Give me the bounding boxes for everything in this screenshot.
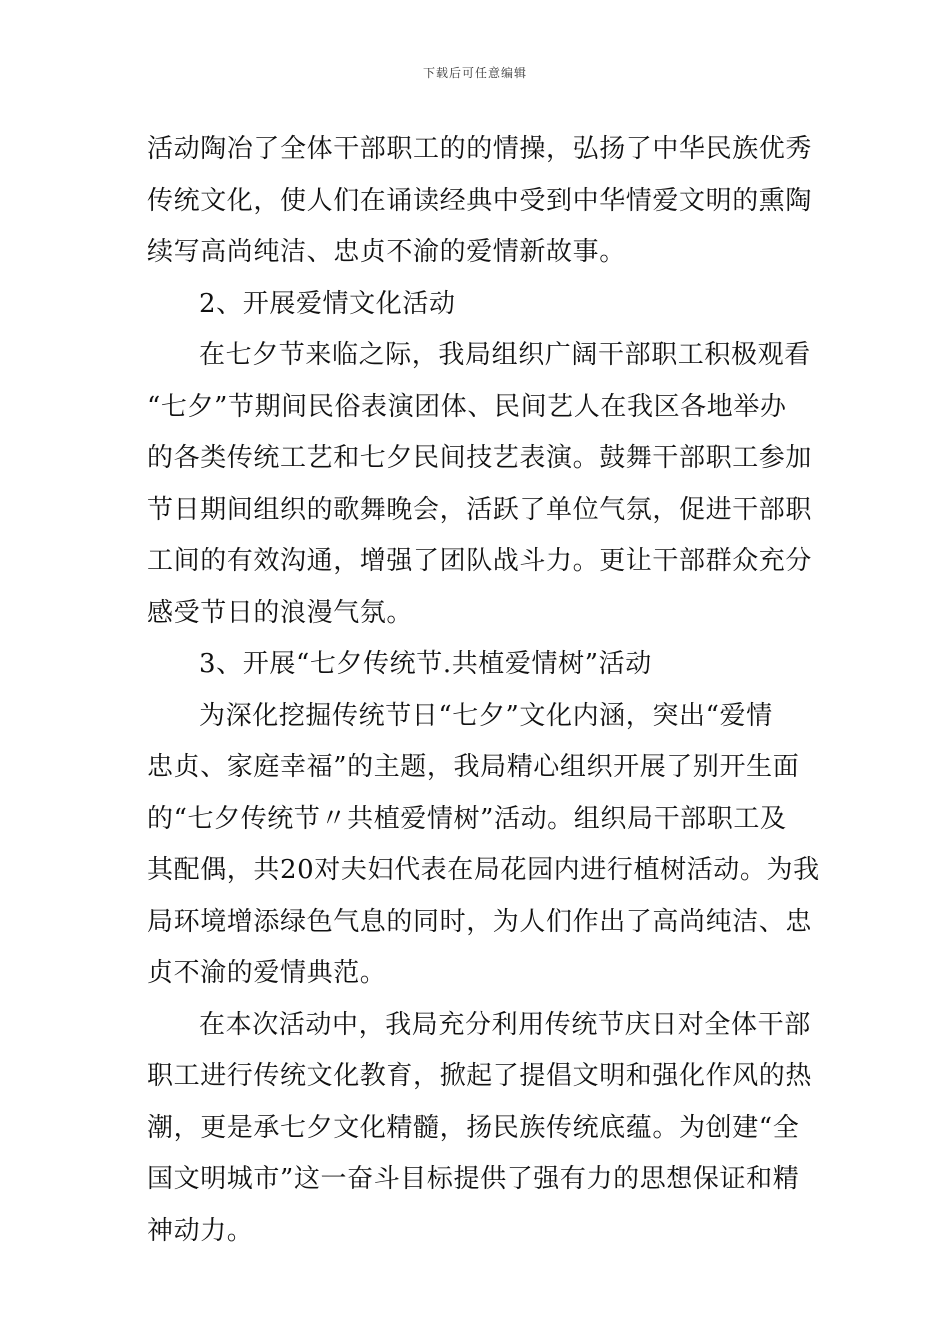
body-line: 节日期间组织的歌舞晚会，活跃了单位气氛，促进干部职 — [147, 494, 813, 525]
body-line: 为深化挖掘传统节日“七夕”文化内涵，突出“爱情 — [199, 700, 773, 731]
body-line: 在七夕节来临之际，我局组织广阔干部职工积极观看 — [199, 340, 811, 370]
header-note: 下载后可任意编辑 — [422, 66, 527, 80]
body-line: 忠贞、家庭幸福”的主题，我局精心组织开展了别开生面 — [147, 752, 800, 782]
body-line: 的各类传统工艺和七夕民间技艺表演。鼓舞干部职工参加 — [147, 443, 813, 473]
document-body — [147, 124, 820, 1257]
body-line: 的“七夕传统节〃共植爱情树”活动。组织局干部职工及 — [147, 803, 787, 834]
section-heading: 2、开展爱情文化活动 — [199, 288, 456, 319]
section-heading: 3、开展“七夕传统节.共植爱情树”活动 — [199, 649, 652, 679]
body-line: 感受节日的浪漫气氛。 — [147, 597, 414, 628]
body-line: 传统文化，使人们在诵读经典中受到中华情爱文明的熏陶 — [147, 185, 813, 216]
body-line: 续写高尚纯洁、忠贞不渝的爱情新故事。 — [147, 237, 626, 267]
body-line: 潮，更是承七夕文化精髓，扬民族传统底蕴。为创建“全 — [147, 1112, 800, 1143]
body-line: 在本次活动中，我局充分利用传统节庆日对全体干部 — [199, 1009, 811, 1040]
body-line: 局环境增添绿色气息的同时，为人们作出了高尚纯洁、忠 — [147, 906, 813, 937]
body-line: 贞不渝的爱情典范。 — [147, 958, 387, 988]
body-line: 神动力。 — [147, 1215, 254, 1246]
body-line: 职工进行传统文化教育，掀起了提倡文明和强化作风的热 — [147, 1061, 813, 1091]
body-line: “七夕”节期间民俗表演团体、民间艺人在我区各地举办 — [147, 391, 787, 422]
body-line: 工间的有效沟通，增强了团队战斗力。更让干部群众充分 — [147, 546, 813, 576]
body-line: 国文明城市”这一奋斗目标提供了强有力的思想保证和精 — [147, 1164, 800, 1194]
body-line: 其配偶，共20对夫妇代表在局花园内进行植树活动。为我 — [147, 855, 820, 885]
body-line: 活动陶冶了全体干部职工的的情操，弘扬了中华民族优秀 — [147, 134, 813, 164]
